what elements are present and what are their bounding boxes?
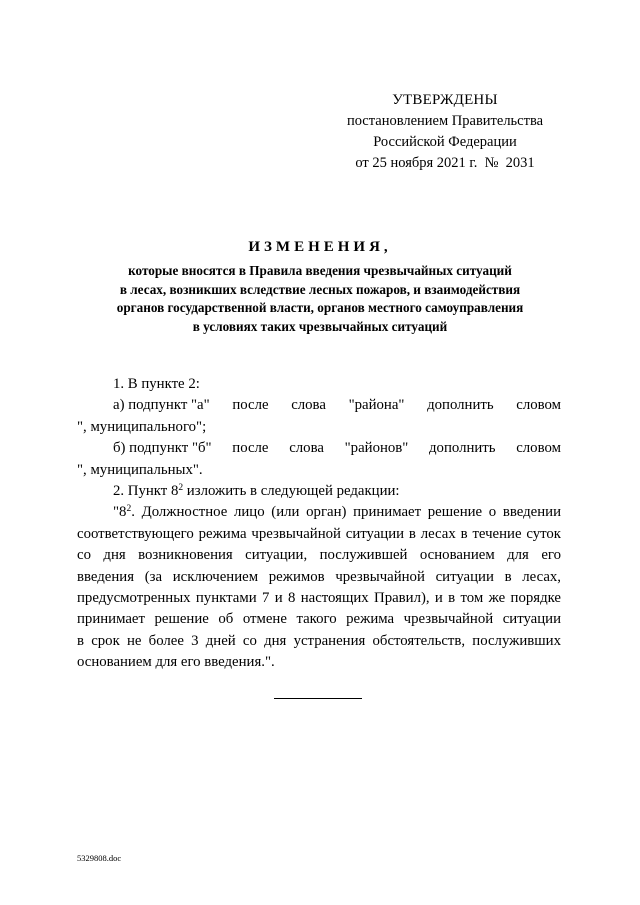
item-1b-line — [77, 438, 561, 459]
word: "района" — [348, 397, 405, 414]
heading-title: ИЗМЕНЕНИЯ, — [248, 239, 392, 255]
quote-line: со дня возникновения ситуации, послужившей основанием для его — [77, 547, 561, 564]
quote-text: "8 — [113, 504, 127, 521]
end-divider — [274, 698, 362, 699]
quote-line — [77, 502, 561, 523]
word: а) подпункт "а" — [113, 397, 210, 414]
approval-title: УТВЕРЖДЕНЫ — [392, 92, 498, 108]
approval-block — [330, 90, 560, 174]
document-heading — [60, 236, 580, 336]
heading-subtitle — [60, 262, 580, 336]
quote-text: . Должностное лицо (или орган) принимает решение о введении — [131, 504, 561, 521]
item-2 — [77, 481, 561, 502]
word: словом — [516, 397, 561, 414]
subtitle-line: в лесах, возникших вследствие лесных пожаров, и взаимодействия — [119, 281, 521, 297]
quote-line: соответствующего режима чрезвычайной ситуации в лесах в течение суток — [77, 525, 561, 542]
subtitle-line: в условиях таких чрезвычайных ситуаций — [192, 318, 448, 334]
superscript: 2 — [178, 483, 184, 494]
item-1a-line — [77, 395, 561, 416]
item-2-text: 2. Пункт 8 — [113, 483, 179, 500]
subtitle-line: которые вносятся в Правила введения чрезвычайных ситуаций — [128, 263, 512, 278]
approval-line: постановлением Правительства — [346, 113, 544, 129]
item-1b-continuation: ", муниципальных". — [77, 461, 203, 478]
document-file-id: 5329808.doc — [77, 853, 122, 863]
word: б) подпункт "б" — [113, 440, 212, 457]
word: "районов" — [344, 440, 409, 457]
word: после — [232, 397, 269, 414]
quote-line: введения (за исключением режимов чрезвычайной ситуации в лесах, — [77, 568, 561, 585]
approval-date-number: от 25 ноября 2021 г. № 2031 — [355, 155, 535, 171]
word: словом — [516, 440, 561, 457]
word: слова — [291, 397, 326, 414]
word: дополнить — [429, 440, 496, 457]
item-1a-continuation: ", муниципального"; — [77, 418, 207, 435]
item-2-text: изложить в следующей редакции: — [183, 483, 400, 500]
quote-line: в срок не более 3 дней со дня устранения обстоятельств, послуживших — [77, 632, 561, 649]
quote-line: предусмотренных пунктами 7 и 8 настоящих Правил), и в том же порядке — [77, 590, 561, 607]
word: слова — [289, 440, 324, 457]
quote-line: принимает решение об отмене такого режима чрезвычайной ситуации — [77, 611, 561, 628]
approval-line: Российской Федерации — [373, 134, 517, 150]
quote-last-line: основанием для его введения.". — [77, 654, 275, 671]
document-body — [77, 374, 561, 674]
superscript: 2 — [126, 504, 132, 515]
item-1: 1. В пункте 2: — [113, 376, 200, 392]
word: дополнить — [427, 397, 494, 414]
word: после — [232, 440, 269, 457]
subtitle-line: органов государственной власти, органов местного самоуправления — [116, 300, 524, 315]
